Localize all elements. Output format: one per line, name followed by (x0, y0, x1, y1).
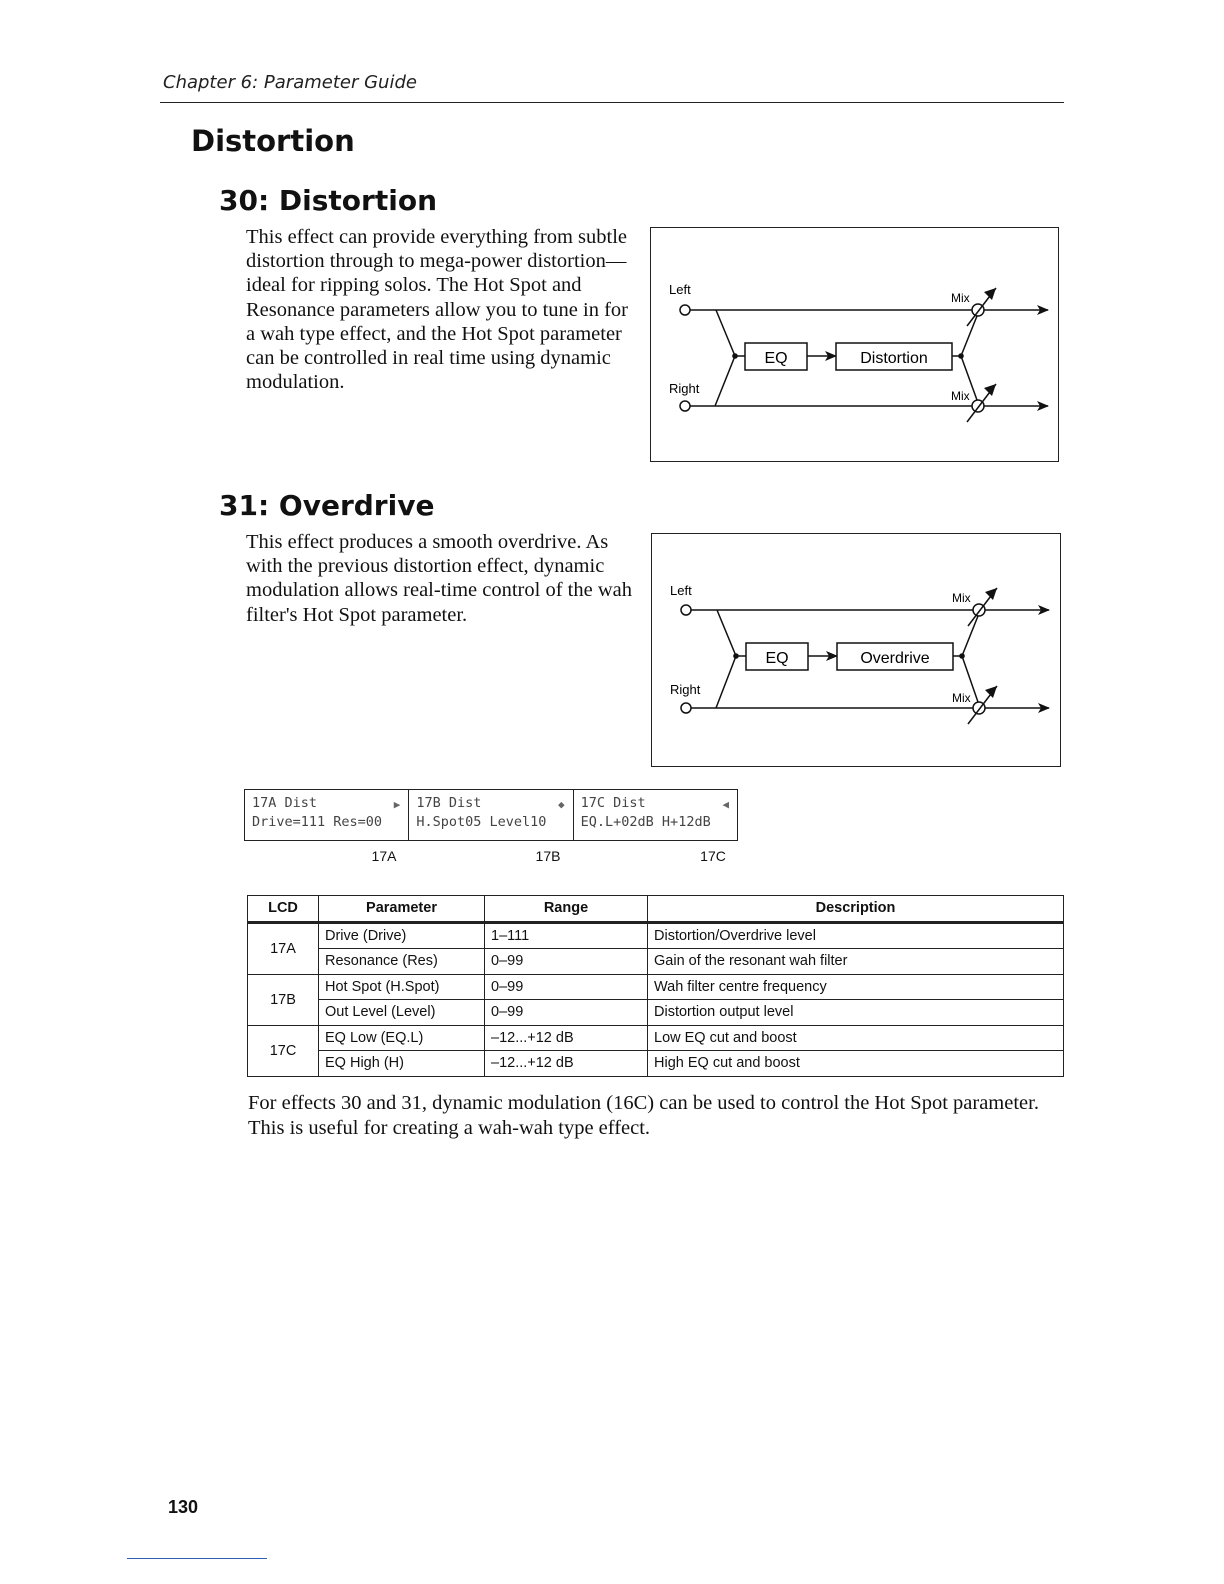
eq-block-label: EQ (765, 650, 789, 667)
range-cell: 1–111 (485, 922, 648, 949)
description-cell: High EQ cut and boost (648, 1051, 1064, 1077)
lcd-label-17a: 17A (371, 848, 397, 864)
left-input-label: Left (670, 583, 692, 598)
table-row (248, 1025, 1064, 1051)
lcd-17a-line1: 17A Dist (252, 795, 318, 811)
table-row (248, 974, 1064, 1000)
left-mix-control-icon (967, 288, 996, 326)
lcd-cell: 17A (248, 922, 319, 974)
effect-31-diagram-svg (652, 534, 1062, 770)
right-input-label: Right (669, 381, 700, 396)
header-rule (160, 102, 1064, 103)
parameter-cell: Out Level (Level) (319, 1000, 485, 1026)
table-header-row (248, 896, 1064, 923)
effect-30-signal-diagram (650, 227, 1059, 462)
right-mix-control-icon (967, 384, 996, 422)
header-lcd: LCD (248, 896, 319, 923)
left-mix-label: Mix (952, 591, 971, 605)
lcd-screens (244, 789, 738, 841)
range-cell: –12...+12 dB (485, 1025, 648, 1051)
lcd-screen-17c (573, 790, 737, 840)
lcd-cell: 17B (248, 974, 319, 1025)
parameter-table (247, 895, 1064, 1077)
range-cell: 0–99 (485, 974, 648, 1000)
description-cell: Gain of the resonant wah filter (648, 949, 1064, 975)
lcd-17c-line2: EQ.L+02dB H+12dB (580, 814, 711, 830)
table-row (248, 922, 1064, 949)
parameter-cell: EQ Low (EQ.L) (319, 1025, 485, 1051)
right-input-jack-icon (680, 401, 690, 411)
lcd-label-17b: 17B (535, 848, 561, 864)
right-mix-label: Mix (951, 389, 970, 403)
section-title: Distortion (191, 124, 355, 158)
lcd-17a-line2: Drive=111 Res=00 (252, 814, 383, 830)
distortion-block-label: Distortion (860, 350, 928, 367)
range-cell: 0–99 (485, 1000, 648, 1026)
bottom-rule (127, 1558, 267, 1559)
effect-31-signal-diagram (651, 533, 1061, 767)
left-input-jack-icon (680, 305, 690, 315)
effect-31-description: This effect produces a smooth overdrive. As with the previous distortion effect, dynamic modulation allows real-time control of the wah filter's Hot Spot parameter. (246, 531, 632, 626)
parameter-cell: EQ High (H) (319, 1051, 485, 1077)
page-indicator-icon: ◆ (558, 798, 565, 811)
range-cell: –12...+12 dB (485, 1051, 648, 1077)
page-indicator-icon: ▶ (393, 798, 401, 811)
overdrive-block-label: Overdrive (860, 650, 930, 667)
table-row (248, 1051, 1064, 1077)
description-cell: Low EQ cut and boost (648, 1025, 1064, 1051)
parameter-cell: Hot Spot (H.Spot) (319, 974, 485, 1000)
lcd-17b-line2: H.Spot05 Level10 (416, 814, 547, 830)
left-input-jack-icon (681, 605, 691, 615)
right-input-label: Right (670, 682, 701, 697)
running-head: Chapter 6: Parameter Guide (163, 72, 417, 93)
right-mix-control-icon (968, 686, 997, 724)
right-mix-label: Mix (952, 691, 971, 705)
header-parameter: Parameter (319, 896, 485, 923)
lcd-17b-line1: 17B Dist (416, 795, 482, 811)
lcd-17c-line1: 17C Dist (580, 795, 646, 811)
left-mix-control-icon (968, 588, 997, 626)
header-description: Description (648, 896, 1064, 923)
right-input-jack-icon (681, 703, 691, 713)
parameter-cell: Drive (Drive) (319, 922, 485, 949)
eq-block-label: EQ (764, 350, 788, 367)
lcd-screen-17b (408, 790, 572, 840)
description-cell: Distortion output level (648, 1000, 1064, 1026)
page-number: 130 (168, 1497, 199, 1517)
effect-30-description: This effect can provide everything from subtle distortion through to mega-power distortion—ideal for ripping solos. The Hot Spot and Resonance parameters allow you to tune in for a wah type effect, and the Hot Spot parameter can be controlled in real time using dynamic modulation. (246, 226, 628, 394)
parameter-cell: Resonance (Res) (319, 949, 485, 975)
description-cell: Distortion/Overdrive level (648, 922, 1064, 949)
effect-30-title: 30: Distortion (219, 184, 437, 217)
table-row (248, 1000, 1064, 1026)
page-indicator-icon: ◀ (722, 798, 729, 811)
effect-31-title: 31: Overdrive (219, 489, 435, 522)
description-cell: Wah filter centre frequency (648, 974, 1064, 1000)
lcd-cell: 17C (248, 1025, 319, 1076)
header-range: Range (485, 896, 648, 923)
left-mix-label: Mix (951, 291, 970, 305)
effect-30-diagram-svg (651, 228, 1061, 464)
lcd-label-17c: 17C (700, 848, 726, 864)
left-input-label: Left (669, 282, 691, 297)
footer-paragraph: For effects 30 and 31, dynamic modulation (16C) can be used to control the Hot Spot parameter. This is useful for creating a wah-wah type effect. (248, 1092, 1039, 1139)
range-cell: 0–99 (485, 949, 648, 975)
table-row (248, 949, 1064, 975)
lcd-screen-17a (245, 790, 408, 840)
